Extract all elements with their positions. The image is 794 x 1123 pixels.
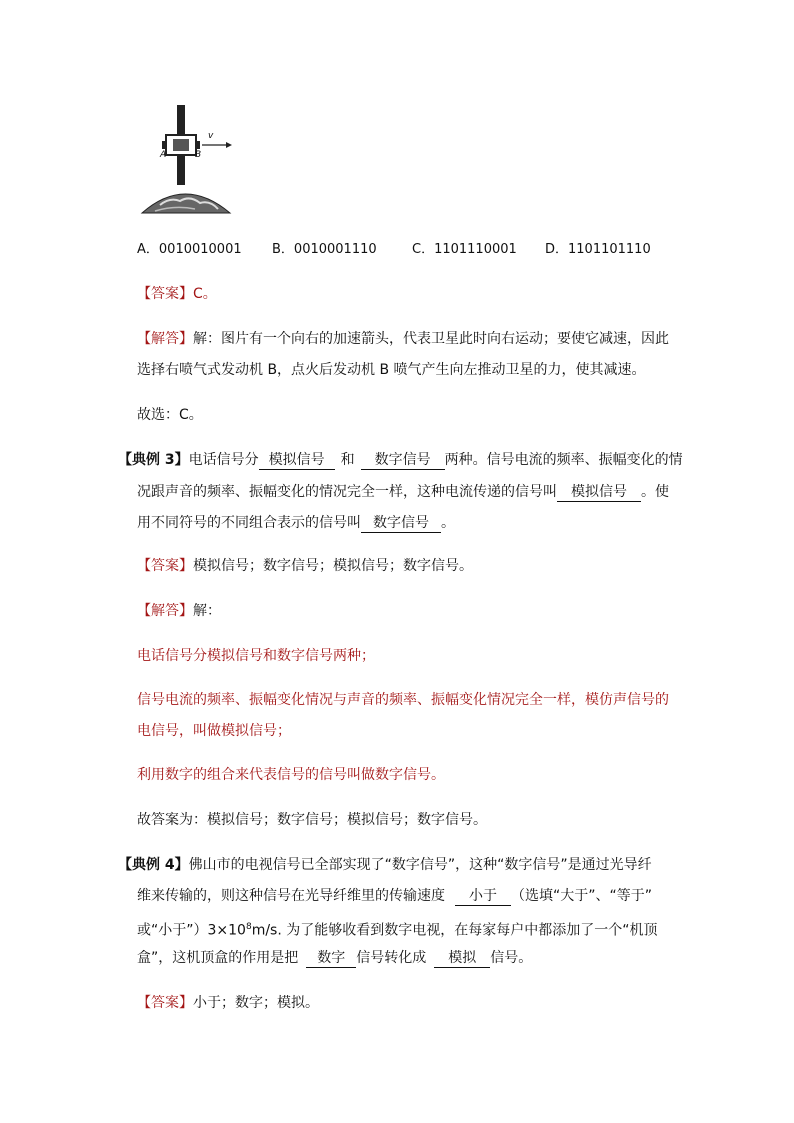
ex2-answer: 【答案】C。 <box>137 286 217 302</box>
ex4-answer: 【答案】小于；数字；模拟。 <box>137 995 319 1011</box>
satellite-figure <box>140 105 235 219</box>
ex3-question-line1: 【典例 3】电话信号分 模拟信号 和 数字信号 两种。信号电流的频率、振幅变化的情 <box>118 452 683 468</box>
ex3-final: 故答案为：模拟信号；数字信号；模拟信号；数字信号。 <box>137 812 487 828</box>
ex4-question-line4: 盒”，这机顶盒的作用是把 数字 信号转化成 模拟 信号。 <box>137 950 533 966</box>
label-a: A <box>160 150 167 160</box>
ex3-blank3: 模拟信号 <box>557 483 641 502</box>
ex3-analysis-head: 【解答】解： <box>137 603 221 619</box>
ex2-choose: 故选：C。 <box>137 407 203 423</box>
ex3-analysis-2-line1: 信号电流的频率、振幅变化情况与声音的频率、振幅变化情况完全一样，模仿声信号的 <box>137 692 669 708</box>
ex4-question-line3: 或“小于$”)3\times 10^8m/s$. 为了能够收看到数字电视，在每家每户中都添加了一个“机顶 <box>137 922 658 939</box>
label-b: B <box>195 150 202 160</box>
ex3-question-line3: 用不同符号的不同组合表示的信号叫 数字信号 。 <box>137 515 455 531</box>
ex2-analysis-line1: 【解答】解：图片有一个向右的加速箭头，代表卫星此时向右运动；要使它减速，因此 <box>137 331 669 347</box>
ex4-blank1: 小于 <box>455 887 511 906</box>
label-v: v <box>208 131 214 141</box>
option-d: D．1101101110 <box>545 242 651 257</box>
satellite-over-earth-icon <box>140 105 235 215</box>
ex3-question-line2: 况跟声音的频率、振幅变化的情况完全一样，这种电流传递的信号叫 模拟信号 。使 <box>137 484 669 500</box>
ex3-blank2: 数字信号 <box>361 451 445 470</box>
ex4-blank2: 数字 <box>306 949 356 968</box>
ex3-answer: 【答案】模拟信号；数字信号；模拟信号；数字信号。 <box>137 558 473 574</box>
ex3-analysis-1: 电话信号分模拟信号和数字信号两种； <box>137 648 375 664</box>
option-a: A．0010010001 <box>137 242 242 257</box>
ex2-analysis-line2: 选择右喷气式发动机 B，点火后发动机 B 喷气产生向左推动卫星的力，使其减速。 <box>137 362 646 378</box>
ex3-analysis-3: 利用数字的组合来代表信号的信号叫做数字信号。 <box>137 767 445 783</box>
option-b: B．0010001110 <box>272 242 377 257</box>
option-c: C．1101110001 <box>412 242 517 257</box>
ex4-question-line1: 【典例 4】佛山市的电视信号已全部实现了“数字信号”，这种“数字信号”是通过光导纤 <box>118 857 652 873</box>
ex3-blank4: 数字信号 <box>361 514 441 533</box>
ex3-analysis-2-line2: 电信号，叫做模拟信号； <box>137 723 291 739</box>
ex4-question-line2: 维来传输的，则这种信号在光导纤维里的传输速度 小于 （选填“大于”、“等于” <box>137 888 653 904</box>
ex4-blank3: 模拟 <box>434 949 490 968</box>
ex3-blank1: 模拟信号 <box>259 451 335 470</box>
